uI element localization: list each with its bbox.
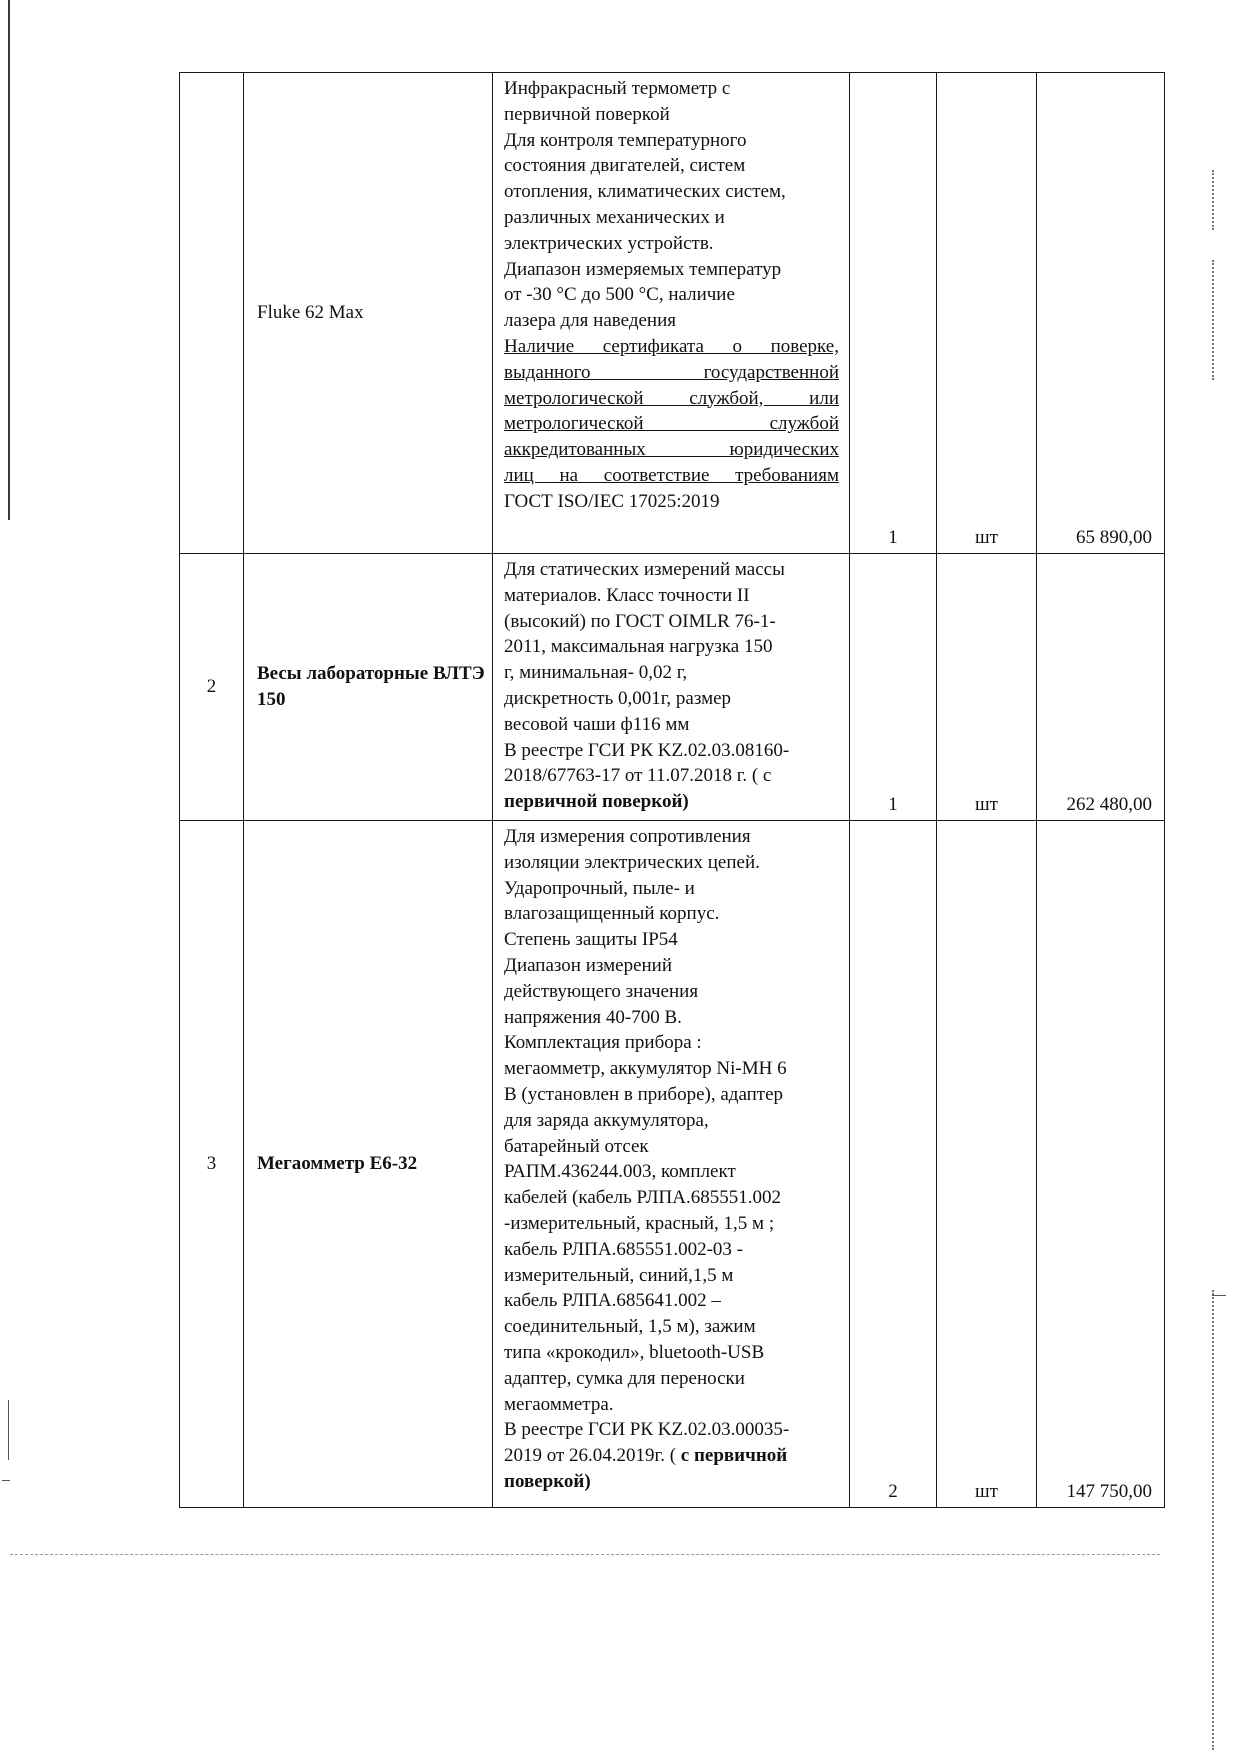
registry-date-text: 2019 от 26.04.2019г. ( (504, 1445, 681, 1467)
description-line: В реестре ГСИ РК KZ.02.03.00035- (504, 1419, 790, 1441)
description-line: дискретность 0,001г, размер (504, 687, 732, 709)
description-line: для заряда аккумулятора, (504, 1109, 709, 1131)
description-line: влагозащищенный корпус. (504, 903, 720, 925)
description-line: кабель РЛПА.685641.002 – (504, 1290, 721, 1312)
description-line: электрических устройств. (504, 232, 714, 254)
verification-note: первичной поверкой) (504, 791, 689, 813)
description-line: материалов. Класс точности II (504, 584, 750, 606)
unit-cell: шт (937, 821, 1037, 1508)
description-line: -измерительный, красный, 1,5 м ; (504, 1212, 775, 1234)
description-line: мегаомметра. (504, 1393, 614, 1415)
description-line: напряжения 40-700 В. (504, 1006, 682, 1028)
description-line: различных механических и (504, 206, 725, 228)
scan-noise-mark (1212, 1295, 1226, 1296)
description-line: изоляции электрических цепей. (504, 851, 760, 873)
verification-note: с первичной (680, 1445, 788, 1467)
scan-noise-mark (1212, 260, 1217, 380)
row-number-cell (180, 73, 244, 554)
scan-edge-mark (8, 0, 10, 520)
unit-cell: шт (937, 73, 1037, 554)
description-line: Для измерения сопротивления (504, 826, 751, 847)
description-line: состояния двигателей, систем (504, 155, 746, 177)
description-line: кабелей (кабель РЛПА.685551.002 (504, 1187, 781, 1209)
row-number-cell: 3 (180, 821, 244, 1508)
certificate-requirement-line: Наличие сертификата о поверке, (504, 335, 839, 357)
description-line: ГОСТ ISO/IEC 17025:2019 (504, 490, 720, 512)
description-line: 2011, максимальная нагрузка 150 (504, 636, 773, 658)
scan-noise-mark (1212, 170, 1217, 230)
description-line: Комплектация прибора : (504, 1032, 702, 1054)
description-line: типа «крокодил», bluetooth-USB (504, 1341, 765, 1363)
description-line: соединительный, 1,5 м), зажим (504, 1316, 756, 1338)
dotted-scan-line (10, 1554, 1160, 1555)
certificate-requirement-line: выданного государственной (504, 361, 839, 383)
description-line: Диапазон измеряемых температур (504, 258, 782, 280)
description-line: В (установлен в приборе), адаптер (504, 1083, 784, 1105)
description-line: весовой чаши ф116 мм (504, 713, 690, 735)
description-line: РАПМ.436244.003, комплект (504, 1161, 736, 1183)
description-line (504, 1443, 839, 1469)
description-line: лазера для наведения (504, 310, 676, 332)
certificate-requirement-line: лиц на соответствие требованиям (504, 464, 839, 486)
item-description-cell (493, 821, 850, 1508)
item-name-cell: Мегаомметр Е6-32 (244, 821, 493, 1508)
verification-note: поверкой) (504, 1470, 591, 1492)
table-row (180, 554, 1165, 821)
description-line: Степень защиты IP54 (504, 929, 678, 951)
description-line: отопления, климатических систем, (504, 181, 786, 203)
description-line: адаптер, сумка для переноски (504, 1367, 745, 1389)
description-line: от -30 °С до 500 °С, наличие (504, 284, 735, 306)
quantity-cell: 1 (850, 554, 937, 821)
description-line: г, минимальная- 0,02 г, (504, 662, 688, 684)
description-line: (высокий) по ГОСТ OIMLR 76-1- (504, 610, 776, 632)
certificate-requirement-line: аккредитованных юридических (504, 439, 839, 461)
row-number-cell: 2 (180, 554, 244, 821)
quantity-cell: 2 (850, 821, 937, 1508)
scan-noise-mark (1212, 1290, 1217, 1750)
price-cell: 65 890,00 (1037, 73, 1165, 554)
item-name-cell: Fluke 62 Max (244, 73, 493, 554)
price-cell: 262 480,00 (1037, 554, 1165, 821)
item-description-cell (493, 73, 850, 554)
item-description-cell (493, 554, 850, 821)
description-line: Для статических измерений массы (504, 559, 785, 580)
table-row (180, 821, 1165, 1508)
item-name-cell: Весы лабораторные ВЛТЭ 150 (244, 554, 493, 821)
description-line: 2018/67763-17 от 11.07.2018 г. ( с (504, 765, 772, 787)
scan-edge-mark (8, 1400, 9, 1460)
scan-noise-mark (2, 1480, 10, 1481)
description-line: измерительный, синий,1,5 м (504, 1264, 734, 1286)
equipment-spec-table (179, 72, 1165, 1508)
description-line: батарейный отсек (504, 1135, 649, 1157)
description-line: Ударопрочный, пыле- и (504, 877, 695, 899)
description-line: В реестре ГСИ РК KZ.02.03.08160- (504, 739, 790, 761)
description-line: Инфракрасный термометр с (504, 78, 731, 99)
description-line: Для контроля температурного (504, 129, 747, 151)
price-cell: 147 750,00 (1037, 821, 1165, 1508)
certificate-requirement-line: метрологической службой (504, 413, 839, 435)
description-line: мегаомметр, аккумулятор Ni-MH 6 (504, 1058, 787, 1080)
description-line: действующего значения (504, 980, 699, 1002)
certificate-requirement-line: метрологической службой, или (504, 387, 839, 409)
description-line: Диапазон измерений (504, 954, 673, 976)
table-row (180, 73, 1165, 554)
quantity-cell: 1 (850, 73, 937, 554)
description-line: кабель РЛПА.685551.002-03 - (504, 1238, 743, 1260)
description-line: первичной поверкой (504, 103, 670, 125)
unit-cell: шт (937, 554, 1037, 821)
